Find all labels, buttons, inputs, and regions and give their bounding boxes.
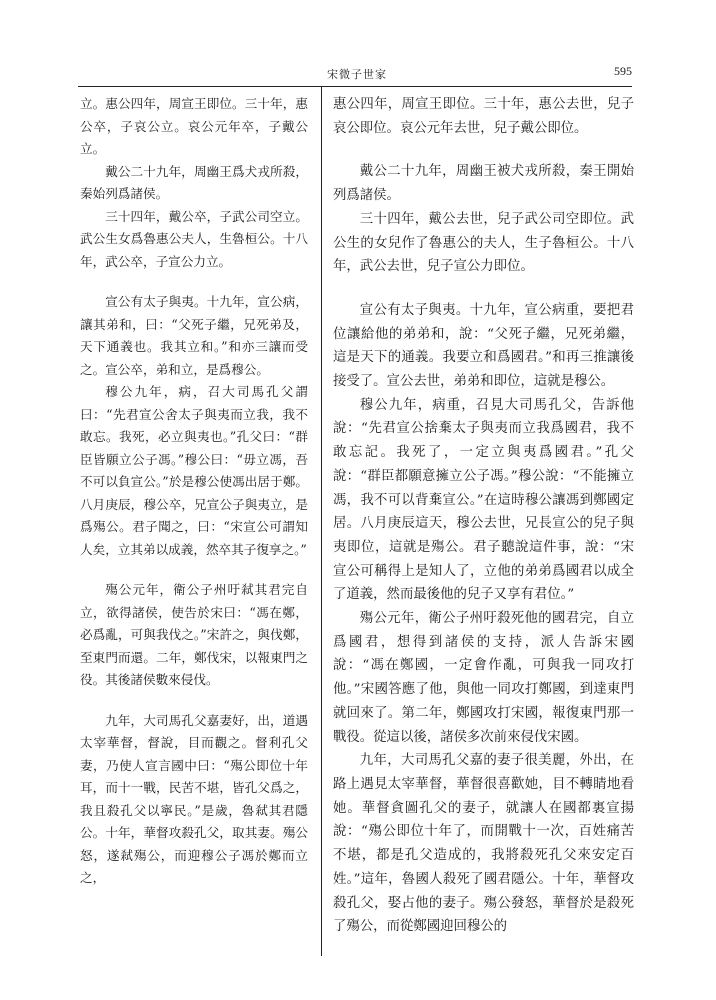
classical-paragraph: 九年，大司馬孔父嘉妻好，出，道遇太宰華督，督說，目而觀之。督利孔父妻，乃使人宣言國中曰：“殤公即位十年耳，而十一戰，民苦不堪，皆孔父爲之，我且殺孔父以寧民。”是歲，魯弒其君隱公。十年，華督攻殺孔父，取其妻。殤公怒，遂弒殤公，而迎穆公子馮於鄭而立之， xyxy=(80,712,308,885)
translation-paragraph: 穆公九年，病重，召見大司馬孔父，告訴他說：“先君宣公捨棄太子與夷而立我爲國君，我不敢忘記。我死了，一定立與夷爲國君。”孔父說：“群臣都願意擁立公子馮。”穆公說：“不能擁立馮，我不可以背棄宣公。”在這時穆公讓馮到鄭國定居。八月庚辰這天，穆公去世，兄長宣公的兒子與夷即位，這就是殤公。君子聽說這件事，說：“宋宣公可稱得上是知人了，立他的弟弟爲國君以成全了道義，然而最後他的兒子又享有君位。” xyxy=(333,397,634,603)
translation-paragraph: 宣公有太子與夷。十九年，宣公病重，要把君位讓給他的弟弟和，說：“父死子繼，兄死弟繼，這是天下的通義。我要立和爲國君。”和再三推讓後接受了。宣公去世，弟弟和即位，這就是穆公。 xyxy=(333,302,634,390)
column-divider xyxy=(321,86,322,956)
classical-paragraph: 三十四年，戴公卒，子武公司空立。武公生女爲魯惠公夫人，生魯桓公。十八年，武公卒，子宣公力立。 xyxy=(80,208,308,269)
classical-paragraph: 殤公元年，衛公子州吁弒其君完自立，欲得諸侯，使告於宋曰：“馮在鄭，必爲亂，可與我伐之。”宋許之，與伐鄭，至東門而還。二年，鄭伐宋，以報東門之役。其後諸侯數來侵伐。 xyxy=(80,582,308,687)
translation-paragraph: 惠公四年，周宣王即位。三十年，惠公去世，兒子哀公即位。哀公元年去世，兒子戴公即位。 xyxy=(333,97,634,136)
page-number: 595 xyxy=(614,64,632,78)
classical-paragraph: 戴公二十九年，周幽王爲犬戎所殺，秦始列爲諸侯。 xyxy=(80,163,308,201)
running-header xyxy=(78,66,632,87)
classical-paragraph: 立。惠公四年，周宣王即位。三十年，惠公卒，子哀公立。哀公元年卒，子戴公立。 xyxy=(80,96,308,156)
translation-paragraph: 三十四年，戴公去世，兒子武公司空即位。武公生的女兒作了魯惠公的夫人，生子魯桓公。十八年，武公去世，兒子宣公力即位。 xyxy=(333,211,634,275)
classical-paragraph: 宣公有太子與夷。十九年，宣公病，讓其弟和，曰：“父死子繼，兄死弟及，天下通義也。我其立和。”和亦三讓而受之。宣公卒，弟和立，是爲穆公。 xyxy=(80,294,308,377)
translation-paragraph: 九年，大司馬孔父嘉的妻子很美麗，外出，在路上遇見太宰華督，華督很喜歡她，目不轉睛地看她。華督貪圖孔父的妻子，就讓人在國都裏宣揚說：“殤公即位十年了，而開戰十一次，百姓痛苦不堪，都是孔父造成的，我將殺死孔父來安定百姓。”這年，魯國人殺死了國君隱公。十年，華督攻殺孔父，娶占他的妻子。殤公發怒，華督於是殺死了殤公，而從鄭國迎回穆公的 xyxy=(333,753,634,935)
translation-paragraph: 戴公二十九年，周幽王被犬戎所殺，秦王開始列爲諸侯。 xyxy=(333,164,634,204)
classical-paragraph: 穆公九年，病，召大司馬孔父謂曰：“先君宣公舍太子與夷而立我，我不敢忘。我死，必立與夷也。”孔父曰：“群臣皆願立公子馮。”穆公曰：“毋立馮，吾不可以負宣公。”於是穆公使馮出居于鄭。八月庚辰，穆公卒，兄宣公子與夷立，是爲殤公。君子聞之，曰：“宋宣公可謂知人矣，立其弟以成義，然卒其子復享之。” xyxy=(80,384,308,557)
translation-paragraph: 殤公元年，衛公子州吁殺死他的國君完，自立爲國君，想得到諸侯的支持，派人告訴宋國說：“馮在鄭國，一定會作亂，可與我一同攻打他。”宋國答應了他，與他一同攻打鄭國，到達東門就回來了。第二年，鄭國攻打宋國，報復東門那一戰役。從這以後，諸侯多次前來侵伐宋國。 xyxy=(333,611,634,745)
translation-text-column xyxy=(333,93,634,970)
chapter-title: 宋微子世家 xyxy=(327,68,387,81)
classical-text-column xyxy=(80,93,308,970)
